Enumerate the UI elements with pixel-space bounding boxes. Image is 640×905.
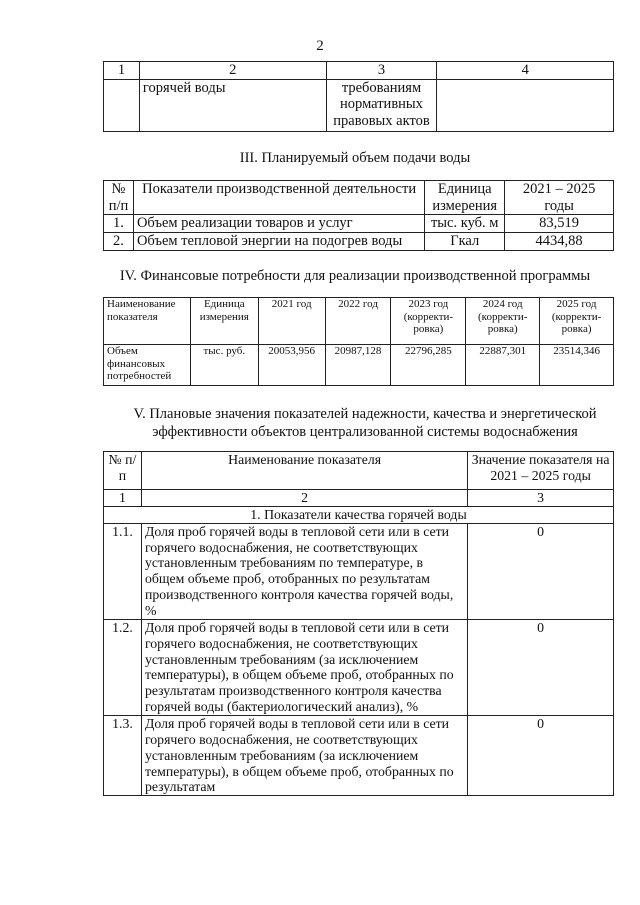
header-cell: 2022 год [325, 298, 391, 345]
table-cell: горячей воды [139, 79, 326, 131]
table-header-row [104, 452, 614, 490]
indicator-name: Объем финансовых потребностей [104, 345, 191, 386]
row-number: 2. [104, 233, 134, 251]
header-cell: Показатели производственной деятельности [133, 181, 424, 215]
unit-cell: тыс. куб. м [425, 215, 505, 233]
table-row [104, 79, 614, 131]
row-number: 1.1. [104, 523, 142, 619]
header-cell: Единица измерения [425, 181, 505, 215]
value-cell: 4434,88 [505, 233, 614, 251]
table-cell [104, 79, 140, 131]
header-cell: 1 [104, 490, 142, 507]
value-cell: 20053,956 [258, 345, 325, 386]
unit-cell: Гкал [425, 233, 505, 251]
value-cell: 20987,128 [325, 345, 391, 386]
row-number: 1.3. [104, 716, 142, 796]
header-cell: 4 [437, 62, 614, 80]
header-cell: Значение показателя на 2021 – 2025 годы [468, 452, 614, 490]
value-cell: 22887,301 [466, 345, 540, 386]
header-cell: Наименование показателя [104, 298, 191, 345]
unit-cell: тыс. руб. [190, 345, 258, 386]
header-cell: 3 [326, 62, 437, 80]
value-cell: 0 [468, 716, 614, 796]
header-cell: 2 [141, 490, 467, 507]
indicator-name: Доля проб горячей воды в тепловой сети или в сети горячего водоснабжения, не соответствующих установленным требованиям (за исключением температуры), в общем объеме проб, отобранных по результатам [141, 716, 467, 796]
value-cell: 0 [468, 619, 614, 715]
header-cell: 2025 год (корректи-ровка) [540, 298, 614, 345]
table-continuation [103, 61, 614, 132]
table-row [104, 523, 614, 619]
table-row [104, 619, 614, 715]
header-cell: 2 [139, 62, 326, 80]
table-row [104, 716, 614, 796]
header-cell: Наименование показателя [141, 452, 467, 490]
section-4-title: IV. Финансовые потребности для реализации производственной программы [119, 268, 591, 284]
table-number-row [104, 490, 614, 507]
table-row [104, 233, 614, 251]
section-5-title: V. Плановые значения показателей надежности, качества и энергетической эффективности объектов централизованной системы водоснабжения [133, 406, 597, 441]
indicator-name: Доля проб горячей воды в тепловой сети или в сети горячего водоснабжения, не соответствующих установленным требованиям (за исключением температуры), в общем объеме проб, отобранных по результатам производственного контроля качества горячей воды (бактериологический анализ), % [141, 619, 467, 715]
header-cell: Единица измерения [190, 298, 258, 345]
table-cell [437, 79, 614, 131]
header-cell: 2024 год (корректи-ровка) [466, 298, 540, 345]
table-header-row [104, 181, 614, 215]
table-header-row [104, 62, 614, 80]
header-cell: 2021 год [258, 298, 325, 345]
group-heading: 1. Показатели качества горячей воды [104, 506, 614, 523]
header-cell: 2023 год (корректи-ровка) [391, 298, 466, 345]
value-cell: 23514,346 [540, 345, 614, 386]
table-row [104, 215, 614, 233]
header-cell: 3 [468, 490, 614, 507]
table-indicators [103, 451, 614, 796]
table-water-volume [103, 180, 614, 251]
table-header-row [104, 298, 614, 345]
indicator-name: Доля проб горячей воды в тепловой сети или в сети горячего водоснабжения, не соответствующих установленным требованиям по температуре, в общем объеме проб, отобранных по результатам производственного контроля качества горячей воды, % [141, 523, 467, 619]
page-number: 2 [316, 38, 324, 54]
header-cell: 2021 – 2025 годы [505, 181, 614, 215]
indicator-name: Объем тепловой энергии на подогрев воды [133, 233, 424, 251]
value-cell: 22796,285 [391, 345, 466, 386]
table-row [104, 345, 614, 386]
indicator-name: Объем реализации товаров и услуг [133, 215, 424, 233]
value-cell: 0 [468, 523, 614, 619]
header-cell: № п/п [104, 181, 134, 215]
table-financial-needs [103, 297, 614, 386]
header-cell: 1 [104, 62, 140, 80]
value-cell: 83,519 [505, 215, 614, 233]
section-3-title: III. Планируемый объем подачи воды [239, 150, 471, 166]
row-number: 1.2. [104, 619, 142, 715]
header-cell: № п/п [104, 452, 142, 490]
row-number: 1. [104, 215, 134, 233]
table-cell: требованиям нормативных правовых актов [326, 79, 437, 131]
table-group-row [104, 506, 614, 523]
